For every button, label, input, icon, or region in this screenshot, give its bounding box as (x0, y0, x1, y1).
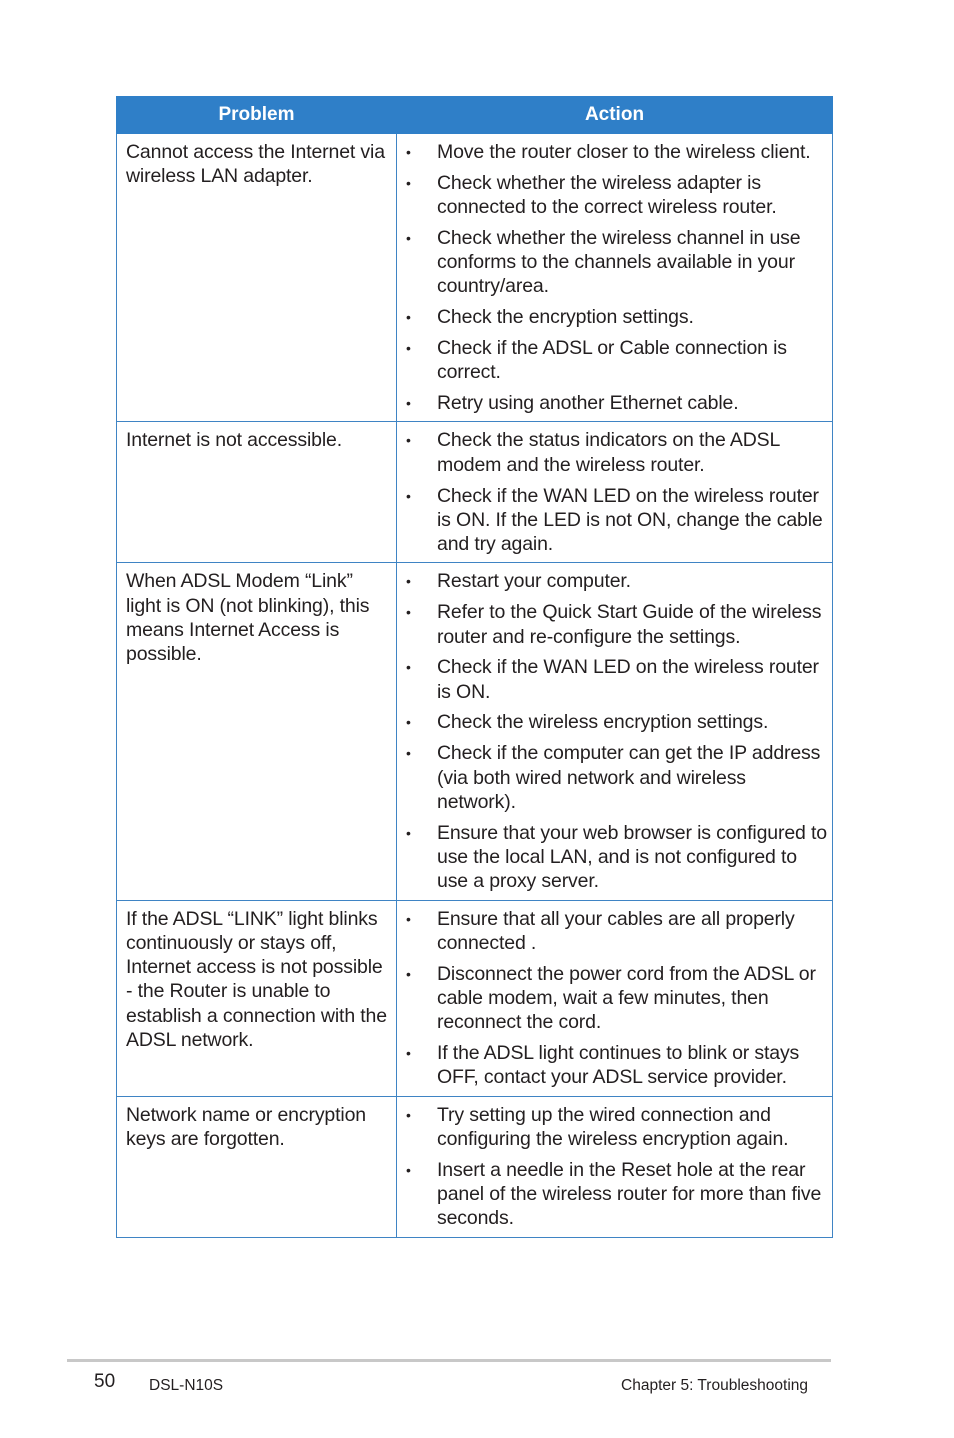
action-text: Check whether the wireless adapter is connected to the correct wireless router. (437, 171, 777, 219)
action-text: Check if the WAN LED on the wireless router is ON. (437, 656, 819, 703)
action-text: Check the wireless encryption settings. (437, 711, 769, 734)
table-row (117, 563, 833, 900)
list-item (397, 821, 828, 894)
list-item (397, 600, 828, 649)
bullet-icon: • (406, 340, 411, 357)
action-text: If the ADSL light continues to blink or stays OFF, contact your ADSL service provider. (437, 1042, 800, 1089)
bullet-icon: • (406, 659, 411, 676)
table-row (117, 1096, 833, 1237)
action-text: Check if the ADSL or Cable connection is correct. (437, 337, 787, 384)
bullet-icon: • (406, 395, 411, 412)
table-row (117, 900, 833, 1096)
action-text: Ensure that your web browser is configured to use the local LAN, and is not configured to use a proxy server. (437, 821, 827, 893)
action-text: Disconnect the power cord from the ADSL or cable modem, wait a few minutes, then reconnect the cord. (437, 962, 816, 1034)
action-text: Move the router closer to the wireless client. (437, 141, 811, 163)
troubleshooting-table (116, 96, 833, 1238)
problem-cell: Internet is not accessible. (117, 422, 397, 563)
list-item (397, 140, 828, 164)
action-cell (397, 563, 833, 900)
action-list (397, 1103, 828, 1231)
list-item (397, 226, 828, 299)
bullet-icon: • (406, 174, 411, 191)
action-text: Ensure that all your cables are all properly connected . (437, 907, 795, 954)
bullet-icon: • (406, 604, 411, 621)
action-cell (397, 134, 833, 422)
bullet-icon: • (406, 714, 411, 731)
list-item (397, 428, 828, 477)
problem-column-header: Problem (117, 97, 397, 134)
list-item (397, 171, 828, 220)
list-item (397, 1103, 828, 1152)
action-text: Restart your computer. (437, 570, 631, 593)
action-text: Insert a needle in the Reset hole at the rear panel of the wireless router for more than five seconds. (437, 1158, 822, 1230)
action-list (397, 907, 828, 1090)
list-item (397, 655, 828, 704)
list-item (397, 336, 828, 385)
table-header-row (117, 97, 833, 134)
list-item (397, 1158, 828, 1231)
action-text: Check the encryption settings. (437, 306, 694, 329)
action-text: Check the status indicators on the ADSL modem and the wireless router. (437, 429, 780, 476)
bullet-icon: • (406, 229, 411, 246)
model-name: DSL-N10S (149, 1377, 224, 1394)
action-list (397, 140, 828, 415)
bullet-icon: • (406, 573, 411, 590)
bullet-icon: • (406, 745, 411, 762)
bullet-icon: • (406, 1045, 411, 1061)
bullet-icon: • (406, 965, 411, 982)
list-item (397, 907, 828, 956)
action-list (397, 428, 828, 556)
action-text: Refer to the Quick Start Guide of the wireless router and re-configure the settings. (437, 601, 822, 648)
action-cell (397, 422, 833, 563)
action-cell (397, 900, 833, 1096)
list-item (397, 962, 828, 1035)
bullet-icon: • (406, 309, 411, 326)
bullet-icon: • (406, 432, 411, 449)
page-number: 50 (94, 1371, 116, 1392)
list-item (397, 391, 828, 415)
action-column-header: Action (397, 97, 833, 134)
list-item (397, 484, 828, 557)
problem-cell: Cannot access the Internet via wireless LAN adapter. (117, 134, 397, 422)
table-row (117, 422, 833, 563)
problem-cell: If the ADSL “LINK” light blinks continuously or stays off, Internet access is not possible - the Router is unable to establish a connection with the ADSL network. (117, 900, 397, 1096)
bullet-icon: • (406, 824, 411, 841)
action-list (397, 569, 828, 893)
table-row (117, 134, 833, 422)
list-item (397, 569, 828, 593)
action-text: Check if the WAN LED on the wireless router is ON. If the LED is not ON, change the cable and try again. (437, 484, 823, 556)
problem-cell: When ADSL Modem “Link” light is ON (not blinking), this means Internet Access is possible. (117, 563, 397, 900)
bullet-icon: • (406, 910, 411, 927)
problem-cell: Network name or encryption keys are forgotten. (117, 1096, 397, 1237)
bullet-icon: • (406, 144, 411, 160)
action-text: Try setting up the wired connection and configuring the wireless encryption again. (437, 1103, 789, 1150)
action-text: Check if the computer can get the IP address (via both wired network and wireless network). (437, 742, 821, 813)
bullet-icon: • (406, 1106, 411, 1123)
chapter-title: Chapter 5: Troubleshooting (621, 1377, 808, 1394)
action-cell (397, 1096, 833, 1237)
list-item (397, 1041, 828, 1090)
action-text: Retry using another Ethernet cable. (437, 392, 739, 415)
bullet-icon: • (406, 487, 411, 504)
list-item (397, 710, 828, 734)
list-item (397, 305, 828, 329)
action-text: Check whether the wireless channel in use conforms to the channels available in your country/area. (437, 226, 801, 298)
list-item (397, 741, 828, 814)
footer-divider (67, 1359, 831, 1362)
bullet-icon: • (406, 1161, 411, 1178)
